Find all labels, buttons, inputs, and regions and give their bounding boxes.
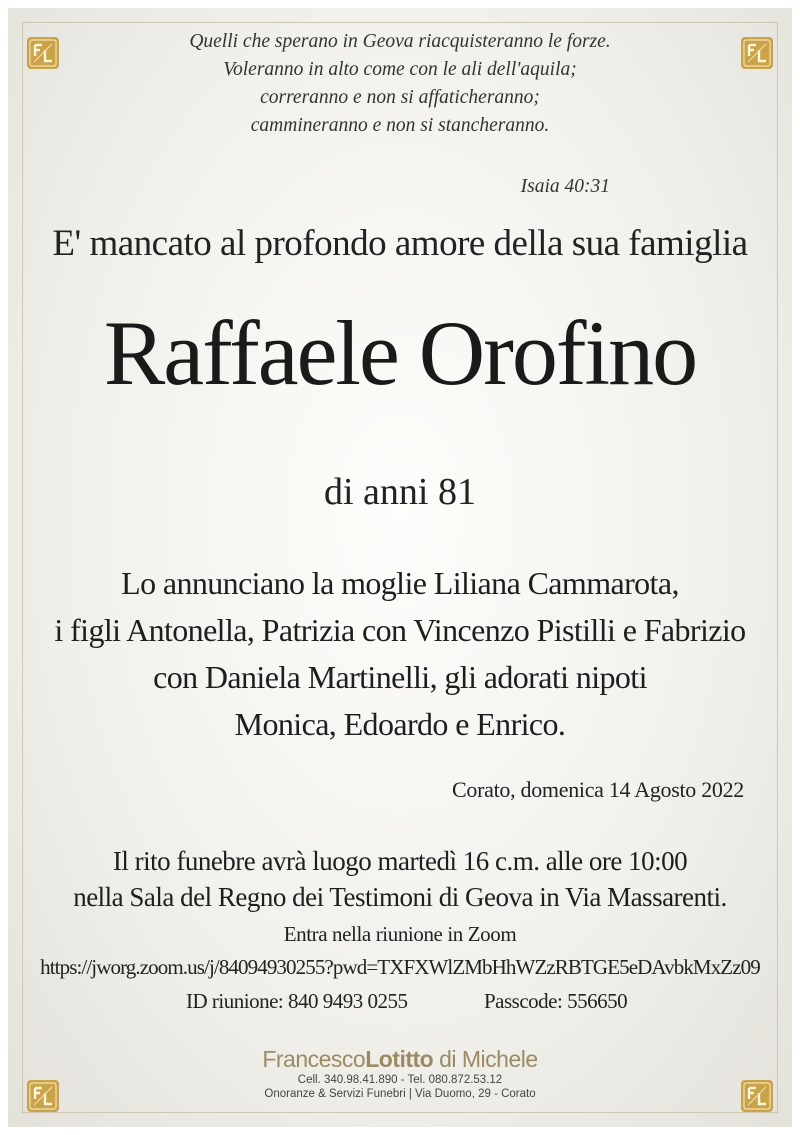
- funeral-details: [0, 843, 800, 915]
- fl-monogram-icon: [26, 36, 60, 70]
- announcement-line: Lo annunciano la moglie Liliana Cammarota,: [121, 565, 679, 601]
- verse-line: correranno e non si affaticheranno;: [260, 87, 540, 108]
- verse-line: cammineranno e non si stancheranno.: [250, 115, 550, 136]
- zoom-link[interactable]: https://jworg.zoom.us/j/84094930255?pwd=TXFXWlZMbHhWZzRBTGE5eDAvbkMxZz09: [40, 955, 760, 979]
- deceased-age: di anni 81: [324, 471, 476, 513]
- verse-line: Quelli che sperano in Geova riacquisteranno le forze.: [189, 31, 611, 52]
- bible-verse: [100, 28, 700, 140]
- funeral-agency: [0, 1046, 800, 1101]
- agency-phone: Cell. 340.98.41.890 - Tel. 080.872.53.12: [297, 1074, 503, 1086]
- announcement-line: i figli Antonella, Patrizia con Vincenzo Pistilli e Fabrizio: [54, 612, 746, 648]
- place-date: Corato, domenica 14 Agosto 2022: [452, 777, 744, 802]
- fl-monogram-icon: [740, 36, 774, 70]
- verse-line: Voleranno in alto come con le ali dell'aquila;: [223, 59, 577, 80]
- agency-name: [0, 1046, 800, 1073]
- agency-name-part: Lotitto: [365, 1046, 434, 1072]
- family-announcement: [0, 560, 800, 748]
- funeral-line: nella Sala del Regno dei Testimoni di Geova in Via Massarenti.: [73, 882, 727, 912]
- zoom-passcode: Passcode: 556650: [484, 989, 628, 1013]
- deceased-name: Raffaele Orofino: [103, 302, 697, 404]
- announcement-line: con Daniela Martinelli, gli adorati nipoti: [153, 659, 647, 695]
- announcement-line: Monica, Edoardo e Enrico.: [234, 706, 566, 742]
- verse-reference: Isaia 40:31: [520, 176, 610, 197]
- agency-address: Onoranze & Servizi Funebri | Via Duomo, 29 - Corato: [264, 1088, 536, 1100]
- agency-name-part: Francesco: [262, 1046, 366, 1072]
- intro-text: E' mancato al profondo amore della sua famiglia: [52, 223, 748, 264]
- agency-name-part: di Michele: [439, 1046, 538, 1072]
- zoom-meeting-id: ID riunione: 840 9493 0255: [186, 989, 408, 1013]
- zoom-title: Entra nella riunione in Zoom: [283, 922, 517, 946]
- funeral-line: Il rito funebre avrà luogo martedì 16 c.m. alle ore 10:00: [112, 846, 688, 876]
